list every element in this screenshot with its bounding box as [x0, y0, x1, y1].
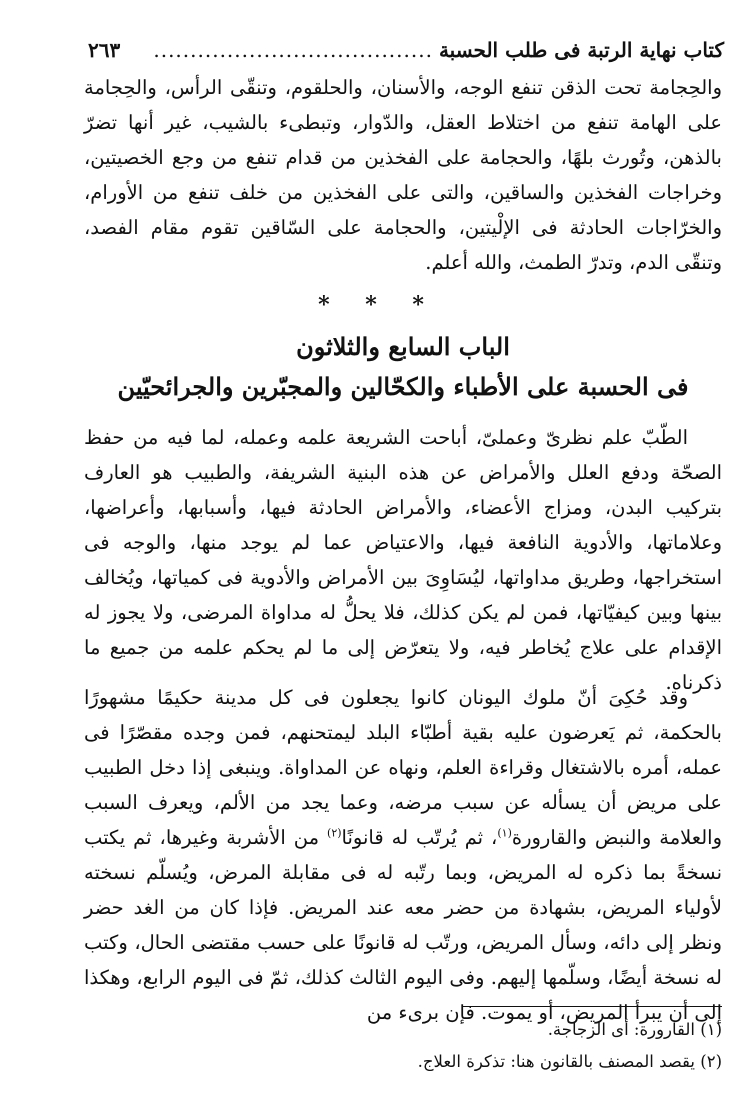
body-block-1 — [84, 70, 722, 280]
body-block-2 — [84, 420, 722, 700]
chapter-title: الباب السابع والثلاثون — [296, 332, 510, 361]
paragraph-3-part-a: وقد حُكِىَ أنّ ملوك اليونان كانوا يجعلون فى كل مدينة حكيمًا مشهورًا بالحكمة، ثم يَعرضون عليه بقية أطبّاء البلد ليمتحنهم، فمن وجده مقصّرًا فى عمله، أمره بالاشتغال وقراءة العلم، ونهاه عن المداواة. وينبغى إذا دخل الطبيب على مريض أن يسأله عن سبب مرضه، وعما يجد من الألم، ويعرف السبب والعلامة والنبض والقارورة — [84, 686, 722, 849]
body-block-3 — [84, 680, 722, 1030]
footnote-2: (٢) يقصد المصنف بالقانون هنا: تذكرة العلاج. — [417, 1052, 722, 1071]
chapter-subtitle: فى الحسبة على الأطباء والكحّالين والمجبّرين والجرائحيّين — [117, 372, 689, 401]
header-leader-dots: ...................................... — [153, 38, 433, 62]
paragraph-medicine-definition: الطّبّ علم نظرىّ وعملىّ، أباحت الشريعة علمه وعمله، لما فيه من حفظ الصحّة ودفع العلل والأمراض عن هذه البنية الشريفة، والطبيب هو العارف بتركيب البدن، ومزاج الأعضاء، والأمراض الحادثة فيها، وأسبابها، وأعراضها، وعلاماتها، والأدوية النافعة فيها، والاعتياض عما لم يوجد منها، والوجه فى استخراجها، وطريق مداواتها، ليُسَاوِىَ بين الأمراض والأدوية فى كمياتها، ويُخالف بينها وبين كيفيّاتها، فمن لم يكن كذلك، فلا يحلُّ له مداواة المرضى، ولا يجوز له الإقدام على علاج يُخاطر فيه، ولا يتعرّض إلى ما لم يحكم علمه من جميع ما ذكرناه. — [84, 426, 722, 694]
paragraph-3-part-b: ، ثم يُرتّب له قانونًا — [341, 826, 498, 849]
paragraph-cupping: والحِجامة تحت الذقن تنفع الوجه، والأسنان، والحلقوم، وتنقّى الرأس، والحِجامة على الهامة تنفع من اختلاط العقل، والدّوار، وتبطىء بالشيب، غير أنها تضرّ بالذهن، وتُورث بلهًا، والحجامة على الفخذين من قدام تنفع من وجع الخصيتين، وخراجات الفخذين والساقين، والتى على الفخذين من خلف تنفع من الأورام، والخرّاجات الحادثة فى الإلْيتين، والحجامة على السّاقين تقوم مقام الفصد، وتنقّى الدم، وتدرّ الطمث، والله أعلم. — [84, 76, 722, 274]
paragraph-3-part-c: من الأشربة وغيرها، ثم يكتب نسخةً بما ذكره له المريض، وبما رتّبه له فى مقابلة المرض، ويُسلّم نسخته لأولياء المريض، بشهادة من حضر معه عند المريض. فإذا كان من الغد حضر ونظر إلى دائه، وسأل المريض، ورتّب له قانونًا على حسب مقتضى الحال، وكتب له نسخة أيضًا، وسلّمها إليهم. وفى اليوم الثالث كذلك، ثمّ فى اليوم الرابع، وهكذا إلى أن يبرأ المريض، أو يموت. فإن برىء من — [84, 826, 722, 1024]
footnotes — [84, 1014, 722, 1078]
page-number: ٢٦٣ — [88, 38, 121, 62]
paragraph-physician-examination — [84, 680, 722, 1030]
footnote-1: (١) القارورة: أى الزجاجة. — [547, 1020, 722, 1039]
footnote-divider — [462, 1006, 722, 1007]
section-separator: * * * — [318, 292, 438, 318]
page-header — [88, 38, 724, 68]
footnote-ref-1: (١) — [497, 826, 512, 840]
running-title: كتاب نهاية الرتبة فى طلب الحسبة — [438, 38, 724, 62]
footnote-ref-2: (٢) — [327, 826, 342, 840]
